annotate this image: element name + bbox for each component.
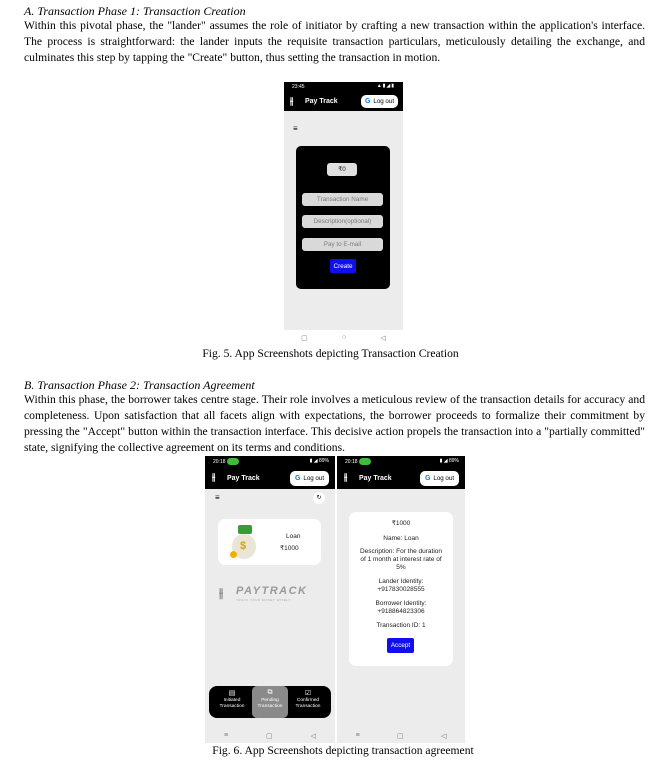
logout-button[interactable] bbox=[420, 471, 459, 486]
phone-screenshot-creation bbox=[284, 82, 403, 345]
menu-icon[interactable]: ≡ bbox=[215, 493, 220, 502]
logout-label: Log out bbox=[433, 475, 455, 482]
app-bar bbox=[205, 469, 335, 489]
recents-icon[interactable]: ≡ bbox=[355, 732, 360, 739]
initiated-icon: ▤ bbox=[228, 690, 236, 697]
app-bar bbox=[284, 93, 403, 111]
status-bar bbox=[284, 82, 403, 93]
section-a-paragraph: Within this pivotal phase, the "lander" assumes the role of initiator by crafting a new transaction within the application's interface. The process is straightforward: the lander inputs the requisite transaction particulars, meticulously detailing the exchange, and culminates this step by tapping the "Create" button, thus setting the transaction in motion. bbox=[24, 19, 645, 64]
lander-identity-value: +917830028555 bbox=[377, 586, 425, 593]
transaction-description: Description: For the duration of 1 month at interest rate of 5% bbox=[359, 548, 442, 571]
home-icon[interactable]: ▢ bbox=[266, 732, 273, 740]
call-indicator-icon bbox=[227, 458, 239, 465]
borrower-identity-label: Borrower Identity: bbox=[375, 600, 427, 607]
status-icons: ▮ ◢ 89% bbox=[309, 458, 329, 464]
bottom-tab-bar bbox=[209, 686, 331, 718]
loan-card[interactable] bbox=[218, 519, 321, 565]
brand-name: PAYTRACK bbox=[236, 585, 308, 597]
home-icon[interactable]: ▢ bbox=[397, 732, 404, 740]
tab-label: Pending Transaction bbox=[257, 698, 283, 709]
transaction-name-input[interactable]: Transaction Name bbox=[302, 193, 383, 206]
status-icons: ▮ ◢ 89% bbox=[439, 458, 459, 464]
app-title: Pay Track bbox=[305, 98, 338, 105]
recents-icon[interactable]: ▢ bbox=[301, 334, 308, 342]
money-bag-icon: $ bbox=[230, 525, 258, 559]
android-nav-bar bbox=[205, 728, 335, 743]
tab-confirmed-transaction[interactable] bbox=[291, 689, 325, 715]
status-icons: ▲▮◢▮ bbox=[376, 83, 395, 89]
logout-label: Log out bbox=[303, 475, 325, 482]
logout-label: Log out bbox=[373, 98, 395, 105]
google-icon: G bbox=[364, 98, 371, 105]
phone-screenshot-details bbox=[337, 456, 465, 743]
amount-field[interactable]: ₹0 bbox=[327, 163, 357, 176]
tab-label: Confirmed Transaction bbox=[295, 698, 321, 709]
section-a-heading: A. Transaction Phase 1: Transaction Creation bbox=[24, 4, 246, 18]
status-time: 20:18 bbox=[213, 459, 226, 465]
loan-amount: ₹1000 bbox=[280, 545, 299, 552]
android-nav-bar bbox=[337, 728, 465, 743]
android-nav-bar bbox=[284, 330, 403, 345]
brand-mark-icon: ⫲ bbox=[219, 585, 224, 600]
paytrack-logo-icon: ⫲ bbox=[344, 472, 348, 483]
refresh-icon[interactable]: ↻ bbox=[313, 492, 325, 504]
figure-5-caption: Fig. 5. App Screenshots depicting Transaction Creation bbox=[202, 347, 459, 360]
back-icon[interactable]: ◁ bbox=[380, 334, 386, 342]
tab-label: Initiated Transaction bbox=[219, 698, 245, 709]
status-bar bbox=[205, 456, 335, 469]
recents-icon[interactable]: ≡ bbox=[223, 732, 229, 739]
pending-icon: ⧉ bbox=[267, 689, 273, 696]
menu-icon[interactable]: ≡ bbox=[293, 124, 298, 133]
logout-button[interactable] bbox=[290, 471, 329, 486]
create-button[interactable]: Create bbox=[330, 259, 356, 273]
tab-pending-transaction[interactable] bbox=[252, 686, 288, 718]
phone-screenshot-home bbox=[205, 456, 335, 743]
call-indicator-icon bbox=[359, 458, 371, 465]
back-icon[interactable]: ◁ bbox=[310, 732, 316, 740]
figure-6-caption: Fig. 6. App Screenshots depicting transaction agreement bbox=[212, 744, 474, 757]
app-bar bbox=[337, 469, 465, 489]
google-icon: G bbox=[424, 475, 431, 482]
confirmed-icon: ☑ bbox=[304, 690, 312, 697]
accept-button[interactable]: Accept bbox=[387, 638, 414, 653]
app-title: Pay Track bbox=[227, 475, 260, 482]
home-icon[interactable]: ○ bbox=[342, 334, 347, 341]
logout-button[interactable] bbox=[361, 95, 398, 108]
description-input[interactable]: Description(optional) bbox=[302, 215, 383, 228]
transaction-name: Name: Loan bbox=[383, 535, 419, 542]
lander-identity-label: Lander Identity: bbox=[378, 578, 424, 585]
brand-tagline: TRACK YOUR MONEY WISELY bbox=[236, 598, 291, 602]
google-icon: G bbox=[294, 475, 301, 482]
transaction-id: Transaction ID: 1 bbox=[376, 622, 426, 629]
loan-label: Loan bbox=[286, 533, 301, 540]
tab-initiated-transaction[interactable] bbox=[215, 689, 249, 715]
section-b-paragraph: Within this phase, the borrower takes centre stage. Their role involves a meticulous review of the transaction details for accuracy and completeness. Upon satisfaction that all facets align with expectations, the borrower proceeds to formalize their commitment by pressing the "Accept" button within the transaction interface. This decisive action propels the transaction into a "partially committed" state, signifying the collective agreement on its terms and conditions. bbox=[24, 393, 645, 454]
section-b-heading: B. Transaction Phase 2: Transaction Agreement bbox=[24, 378, 255, 392]
status-time: 23:45 bbox=[292, 84, 305, 90]
paytrack-brand-logo bbox=[219, 583, 319, 605]
status-bar bbox=[337, 456, 465, 469]
transaction-details-card bbox=[349, 512, 453, 666]
create-transaction-card bbox=[296, 146, 390, 289]
paytrack-logo-icon: ⫲ bbox=[212, 472, 216, 483]
transaction-amount: ₹1000 bbox=[391, 520, 411, 527]
pay-to-email-input[interactable]: Pay to E-mail bbox=[302, 238, 383, 251]
back-icon[interactable]: ◁ bbox=[440, 732, 447, 740]
borrower-identity-value: +918864823306 bbox=[377, 608, 425, 615]
paytrack-logo-icon: ⫲ bbox=[290, 96, 294, 107]
status-time: 20:18 bbox=[345, 459, 358, 465]
app-title: Pay Track bbox=[359, 475, 392, 482]
